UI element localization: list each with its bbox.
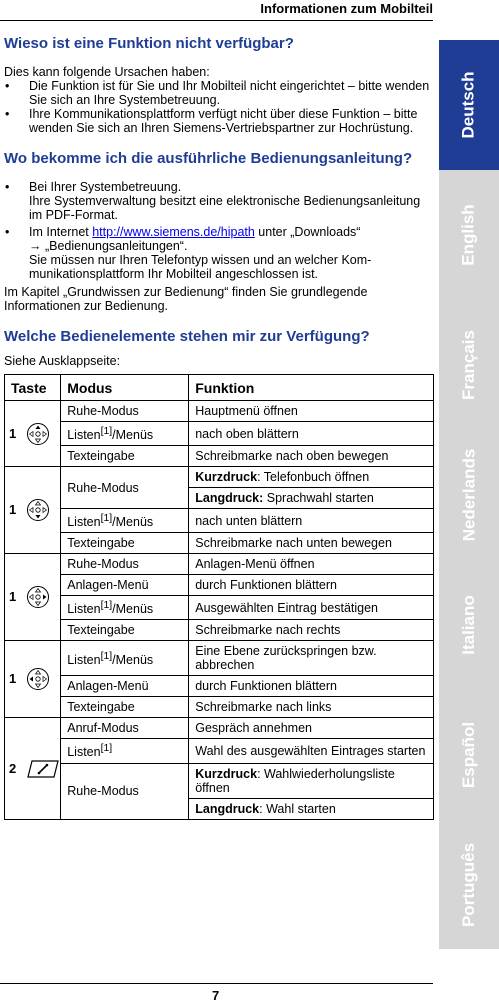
col-funktion: Funktion <box>189 375 434 401</box>
section-anleitung <box>4 149 434 313</box>
nav-down-icon <box>26 498 50 522</box>
table-row: 1 Listen[1]/Menüs Eine Ebene zurückspringen bzw. abbrechen <box>5 641 434 676</box>
key-cell: 1 <box>5 641 61 718</box>
table-row: Ruhe-Modus Kurzdruck: Wahlwiederholungsliste öffnen <box>5 763 434 798</box>
tab-deutsch[interactable]: Deutsch <box>439 40 499 170</box>
table-row: Listen[1] Wahl des ausgewählten Eintrages starten <box>5 739 434 763</box>
controls-table <box>4 374 434 820</box>
table-row: Listen[1]/Menüs Ausgewählten Eintrag bestätigen <box>5 596 434 620</box>
bullet-list <box>4 79 434 135</box>
key-cell: 1 <box>5 401 61 467</box>
table-header-row <box>5 375 434 401</box>
header-title: Informationen zum Mobilteil <box>260 1 433 16</box>
tab-english[interactable]: English <box>459 204 478 266</box>
table-row: Anlagen-Menü durch Funktionen blättern <box>5 676 434 697</box>
table-row: Texteingabe Schreibmarke nach oben bewegen <box>5 446 434 467</box>
section-funktion <box>4 34 434 135</box>
nav-up-icon <box>26 422 50 446</box>
nav-right-icon <box>26 585 50 609</box>
siemens-link[interactable]: http://www.siemens.de/hipath <box>92 225 255 239</box>
table-row: Langdruck: Sprachwahl starten <box>5 488 434 509</box>
section-bedienelemente <box>4 327 434 820</box>
key-cell: 1 <box>5 554 61 641</box>
table-row: Texteingabe Schreibmarke nach links <box>5 697 434 718</box>
intro-text: Dies kann folgende Ursachen haben: <box>4 65 210 79</box>
tab-portugues[interactable]: Português <box>459 842 478 928</box>
table-row: 2 Anruf-Modus Gespräch annehmen <box>5 718 434 739</box>
table-row: 1 Ruhe-Modus Hauptmenü öffnen <box>5 401 434 422</box>
key-cell: 1 <box>5 467 61 554</box>
col-taste: Taste <box>5 375 61 401</box>
language-tabs <box>439 40 499 949</box>
table-row: Listen[1]/Menüs nach oben blättern <box>5 422 434 446</box>
list-item: • Im Internet http://www.siemens.de/hipath unter „Downloads“ → „Bedienungsanleitungen“. Sie müssen nur Ihren Telefontyp wissen und an welcher Kommunikationsplattform Ihr Mobilteil angeschlossen ist. <box>5 225 372 281</box>
tab-italiano[interactable]: Italiano <box>458 595 478 655</box>
table-row: Texteingabe Schreibmarke nach unten bewegen <box>5 533 434 554</box>
section-heading: Wo bekomme ich die ausführliche Bedienungsanleitung? <box>4 150 413 167</box>
table-row: Langdruck: Wahl starten <box>5 798 434 819</box>
page-footer <box>0 983 433 1003</box>
intro-text: Siehe Ausklappseite: <box>4 354 121 368</box>
table-row: 1 Ruhe-Modus Kurzdruck: Telefonbuch öffnen <box>5 467 434 488</box>
main-content <box>4 34 434 820</box>
tab-francais[interactable]: Français <box>459 330 478 400</box>
col-modus: Modus <box>61 375 189 401</box>
call-key-icon <box>26 759 60 779</box>
table-row: Texteingabe Schreibmarke nach rechts <box>5 620 434 641</box>
outro-text: Im Kapitel „Grundwissen zur Bedienung“ finden Sie grundlegende Informationen zur Bedienung. <box>4 285 368 313</box>
tab-nederlands[interactable]: Nederlands <box>459 448 478 542</box>
list-item: • Die Funktion ist für Sie und Ihr Mobilteil nicht eingerichtet – bitte wenden Sie sich an Ihre Systembetreuung. <box>5 79 430 107</box>
section-heading: Wieso ist eine Funktion nicht verfügbar? <box>4 35 294 52</box>
nav-left-icon <box>26 667 50 691</box>
table-row: Listen[1]/Menüs nach unten blättern <box>5 509 434 533</box>
section-heading: Welche Bedienelemente stehen mir zur Verfügung? <box>4 328 370 345</box>
table-row: 1 Ruhe-Modus Anlagen-Menü öffnen <box>5 554 434 575</box>
table-row: Anlagen-Menü durch Funktionen blättern <box>5 575 434 596</box>
bullet-list <box>4 180 434 281</box>
list-item: • Bei Ihrer Systembetreuung. Ihre Systemverwaltung besitzt eine elektronische Bedienungsanleitung im PDF-Format. <box>5 180 421 222</box>
list-item: • Ihre Kommunikationsplattform verfügt nicht über diese Funktion – bitte wenden Sie sich an Ihren Siemens-Vertriebspartner zur Hochrüstung. <box>5 107 418 135</box>
page-header <box>0 0 433 21</box>
tab-espanol[interactable]: Español <box>459 721 478 789</box>
page-number: 7 <box>212 988 220 1003</box>
key-cell: 2 <box>5 718 61 819</box>
